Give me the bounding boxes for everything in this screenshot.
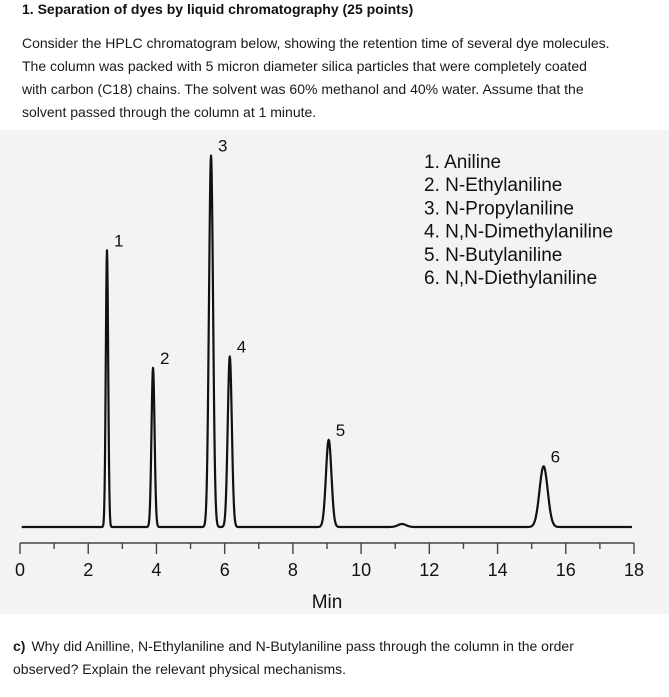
x-tick-label: 0 (14, 560, 26, 580)
legend-entry: 6. N,N-Diethylaniline (424, 268, 598, 289)
x-tick-label: 6 (219, 560, 230, 580)
peak-label-5: 5 (335, 420, 346, 440)
question-c (13, 635, 663, 681)
intro-line: The column was packed with 5 micron diameter silica particles that were completely coated (22, 58, 587, 74)
intro-paragraph (22, 32, 662, 124)
x-tick-label: 16 (555, 560, 576, 580)
intro-line: Consider the HPLC chromatogram below, showing the retention time of several dye molecules. (22, 35, 610, 51)
x-tick-label: 18 (623, 560, 645, 580)
legend-entry: 5. N-Butylaniline (424, 244, 563, 266)
x-tick-label: 8 (287, 560, 298, 580)
question-title: 1. Separation of dyes by liquid chromatography (25 points) (22, 1, 414, 17)
x-tick-label: 10 (351, 560, 372, 580)
legend-entry: 2. N-Ethylaniline (424, 175, 563, 197)
peak-label-3: 3 (218, 136, 228, 156)
legend-entry: 4. N,N-Dimethylaniline (424, 221, 614, 243)
x-tick-label: 4 (151, 560, 162, 580)
chart-legend (424, 152, 613, 289)
legend-entry: 1. Aniline (424, 152, 502, 173)
legend-entry: 3. N-Propylaniline (424, 198, 574, 220)
peak-label-4: 4 (236, 337, 247, 357)
x-axis-label: Min (311, 592, 343, 613)
x-tick-label: 2 (83, 560, 94, 580)
intro-line: with carbon (C18) chains. The solvent was 60% methanol and 40% water. Assume that the (22, 81, 584, 97)
peak-label-2: 2 (160, 348, 170, 368)
question-line: observed? Explain the relevant physical mechanisms. (13, 661, 347, 677)
question-line: Why did Anilline, N-Ethylaniline and N-Butylaniline pass through the column in the order (31, 638, 574, 654)
chromatogram-chart (0, 130, 669, 614)
x-tick-label: 14 (487, 560, 508, 580)
peak-label-1: 1 (114, 231, 124, 251)
chromatogram-figure (0, 130, 669, 614)
peak-label-6: 6 (550, 447, 561, 467)
intro-line: solvent passed through the column at 1 minute. (22, 104, 317, 120)
x-tick-label: 12 (419, 560, 440, 580)
question-label: c) (13, 638, 26, 654)
